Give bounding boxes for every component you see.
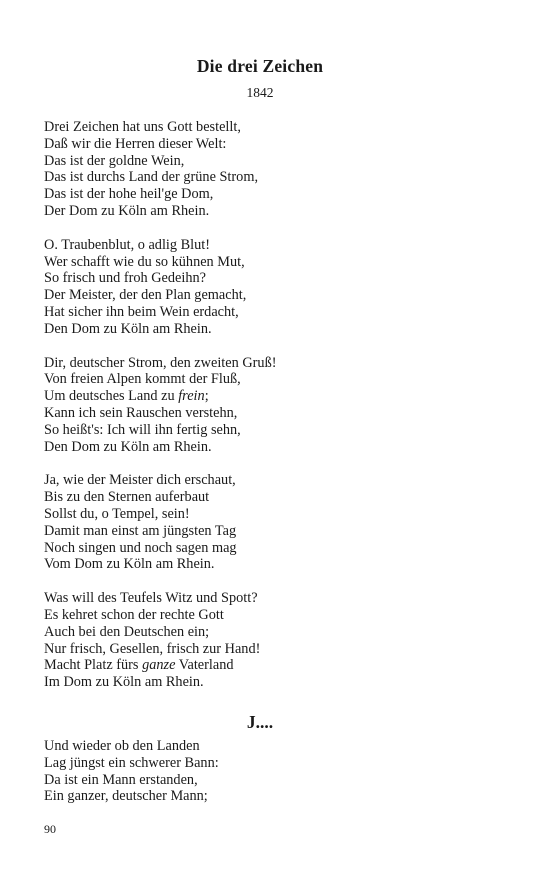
stanza [44, 590, 504, 691]
verse-text: Dir, deutscher Strom, den zweiten Gruß! [44, 354, 277, 371]
verse-text: Von freien Alpen kommt der Fluß, [44, 371, 241, 388]
verse-text: So frisch und froh Gedeihn? [44, 270, 206, 287]
verse-line [44, 321, 504, 338]
second-poem-title: J.... [246, 712, 274, 732]
verse-text: Ein ganzer, deutscher Mann; [44, 788, 208, 805]
verse-line [44, 540, 504, 557]
verse-line [44, 590, 504, 607]
verse-text: Es kehret schon der rechte Gott [44, 606, 224, 623]
verse-line [44, 203, 504, 220]
verse-line [44, 788, 504, 805]
verse-text: So heißt's: Ich will ihn fertig sehn, [44, 421, 241, 438]
verse-text: Vom Dom zu Köln am Rhein. [44, 556, 215, 573]
verse-text: Lag jüngst ein schwerer Bann: [44, 754, 219, 771]
verse-line [44, 755, 504, 772]
verse-line [44, 405, 504, 422]
stanza [44, 237, 504, 338]
verse-text: Und wieder ob den Landen [44, 738, 200, 754]
verse-line [44, 472, 504, 489]
verse-line [44, 186, 504, 203]
page-number: 90 [44, 822, 56, 836]
verse-text: Ja, wie der Meister dich erschaut, [44, 472, 236, 489]
verse-text: Im Dom zu Köln am Rhein. [44, 674, 204, 691]
verse-line [44, 523, 504, 540]
verse-line [44, 270, 504, 287]
verse-text: Kann ich sein Rauschen verstehn, [44, 404, 238, 421]
verse-text: Um deutsches Land zu [44, 388, 179, 405]
stanza [44, 355, 504, 456]
verse-line [44, 153, 504, 170]
verse-line [44, 624, 504, 641]
verse-line [44, 674, 504, 691]
verse-text: Der Meister, der den Plan gemacht, [44, 287, 247, 304]
verse-line [44, 237, 504, 254]
verse-text: Hat sicher ihn beim Wein erdacht, [44, 303, 239, 320]
verse-line [44, 136, 504, 153]
verse-line [44, 287, 504, 304]
verse-text: Den Dom zu Köln am Rhein. [44, 320, 212, 337]
verse-text: Der Dom zu Köln am Rhein. [44, 202, 210, 219]
verse-text: Macht Platz fürs [44, 657, 143, 674]
verse-line [44, 489, 504, 506]
verse-line [44, 388, 504, 405]
verse-text: Sollst du, o Tempel, sein! [44, 505, 190, 522]
verse-line [44, 254, 504, 271]
verse-text: Das ist der goldne Wein, [44, 152, 185, 169]
verse-line [44, 371, 504, 388]
poem-year: 1842 [246, 85, 274, 100]
stanza [44, 738, 504, 805]
verse-line [44, 169, 504, 186]
verse-text: Auch bei den Deutschen ein; [44, 623, 210, 640]
verse-text: Damit man einst am jüngsten Tag [44, 522, 237, 539]
verse-line [44, 772, 504, 789]
verse-line [44, 657, 504, 674]
verse-line [44, 355, 504, 372]
verse-text: Das ist durchs Land der grüne Strom, [44, 169, 259, 186]
poem-body [44, 119, 504, 708]
verse-line [44, 506, 504, 523]
verse-text: Das ist der hohe heil'ge Dom, [44, 186, 214, 203]
poem-title: Die drei Zeichen [196, 56, 324, 76]
verse-text: ; [204, 388, 209, 405]
verse-line [44, 119, 504, 136]
verse-text: Nur frisch, Gesellen, frisch zur Hand! [44, 640, 261, 657]
verse-line [44, 439, 504, 456]
second-poem-body [44, 738, 504, 822]
verse-text: Den Dom zu Köln am Rhein. [44, 438, 212, 455]
italic-text: frein [178, 388, 205, 405]
verse-text: Daß wir die Herren dieser Welt: [44, 135, 227, 152]
verse-line [44, 641, 504, 658]
verse-text: Noch singen und noch sagen mag [44, 539, 237, 556]
verse-text: Was will des Teufels Witz und Spott? [44, 590, 258, 607]
verse-text: Bis zu den Sternen auferbaut [44, 489, 210, 506]
italic-text: ganze [142, 657, 176, 674]
verse-line [44, 607, 504, 624]
verse-text: Da ist ein Mann erstanden, [44, 771, 198, 788]
verse-text: Vaterland [175, 657, 234, 674]
verse-line [44, 422, 504, 439]
verse-text: Drei Zeichen hat uns Gott bestellt, [44, 119, 241, 135]
verse-line [44, 556, 504, 573]
verse-text: Wer schafft wie du so kühnen Mut, [44, 253, 245, 270]
stanza [44, 472, 504, 573]
stanza [44, 119, 504, 220]
verse-line [44, 738, 504, 755]
verse-text: O. Traubenblut, o adlig Blut! [44, 236, 211, 253]
verse-line [44, 304, 504, 321]
